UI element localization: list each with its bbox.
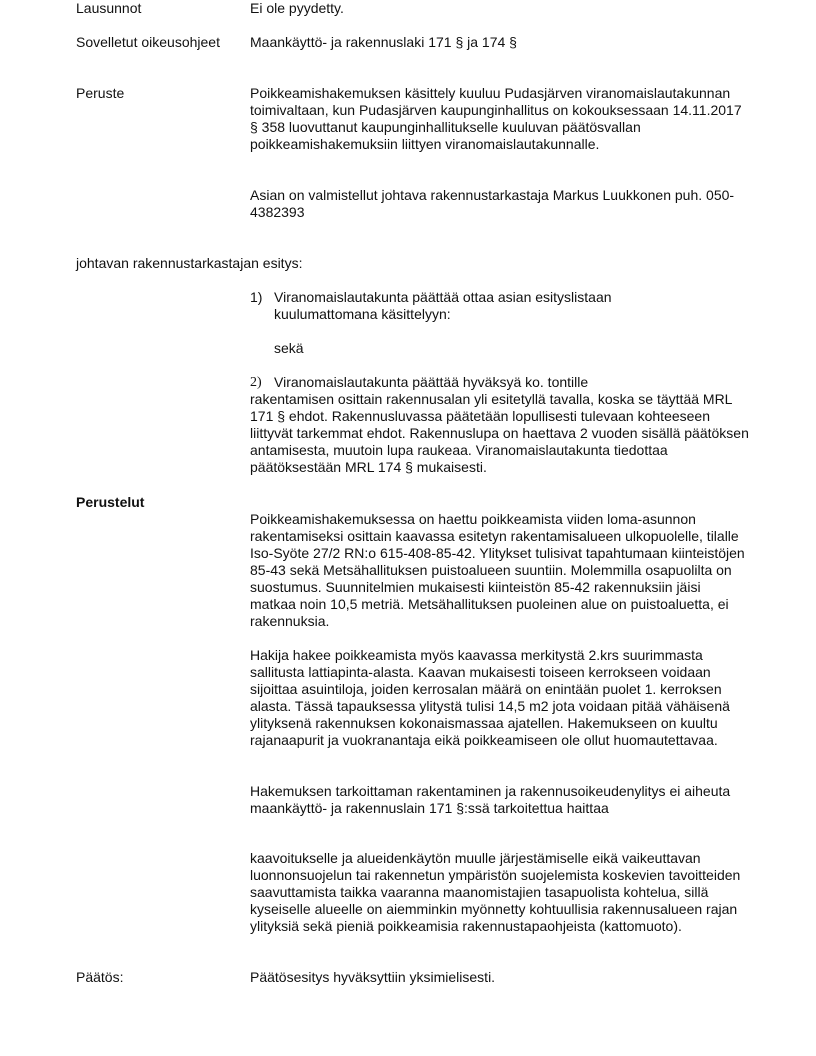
lausunnot-value: Ei ole pyydetty. (250, 0, 344, 16)
peruste-label: Peruste (76, 85, 125, 101)
proposal-item-1-text: Viranomaislautakunta päättää ottaa asian esityslistaan kuulumattomana käsittelyyn: (274, 289, 612, 322)
proposal-item-2-first-line: Viranomaislautakunta päättää hyväksyä ko. tontille (274, 374, 589, 390)
perustelut-label: Perustelut (76, 494, 145, 510)
sovelletut-oikeusohjeet-label: Sovelletut oikeusohjeet (76, 34, 220, 50)
perustelut-paragraph-4: kaavoitukselle ja alueidenkäytön muulle järjestämiselle eikä vaikeuttavan luonnonsuojelun tai rakennetun ympäristön suojelemista koskevien tavoitteiden saavuttamista taikka vaaranna maanomistajien tasapuolista kohtelua, sillä kyseiselle alueelle on aiemminkin myönnetty kohtuullisia rakennusalueen rajan ylityksiä sekä pieniä poikkeamisia rakennustapaohjeista (kattomuoto). (250, 850, 741, 934)
peruste-paragraph-1: Poikkeamishakemuksen käsittely kuuluu Pudasjärven viranomaislautakunnan toimivaltaan, kun Pudasjärven kaupunginhallitus on kokouksessaan 14.11.2017 § 358 luovuttanut kaupunginhallitukselle kuuluvan päätösvallan poikkeamishakemuksiin liittyen viranomaislautakunnalle. (250, 85, 742, 152)
perustelut-paragraph-2: Hakija hakee poikkeamista myös kaavassa merkitystä 2.krs suurimmasta sallitusta lattiapinta-alasta. Kaavan mukaisesti toiseen kerrokseen voidaan sijoittaa asuintiloja, joiden kerrosalan määrä on enintään puolet 1. kerroksen alasta. Tässä tapauksessa ylitystä tulisi 14,5 m2 jota voidaan pitää vähäisenä ylityksenä rakennuksen kokonaismassaa ajatellen. Hakemukseen on kuultu rajanaapurit ja vuokranantaja eikä poikkeamiseen ole ollut huomautettavaa. (250, 647, 730, 748)
proposal-heading: johtavan rakennustarkastajan esitys: (76, 255, 303, 271)
sovelletut-oikeusohjeet-value: Maankäyttö- ja rakennuslaki 171 § ja 174 § (250, 34, 517, 50)
perustelut-paragraph-1: Poikkeamishakemuksessa on haettu poikkeamista viiden loma-asunnon rakentamiseksi osittain kaavassa esitetyn rakentamisalueen ulkopuolelle, tilalle Iso-Syöte 27/2 RN:o 615-408-85-42. Ylitykset tulisivat tapahtumaan kiinteistöjen 85-43 sekä Metsähallituksen puistoalueen suuntiin. Molemmilla osapuolilta on suostumus. Suunnitelmien mukaisesti kiinteistön 85-42 rakennuksiin jäisi matkaa noin 10,5 metriä. Metsähallituksen puoleinen alue on puistoaluetta, ei rakennuksia. (250, 511, 745, 629)
proposal-item-2-text: rakentamisen osittain rakennusalan yli esitetyllä tavalla, koska se täyttää MRL 171 § ehdot. Rakennusluvassa päätetään lopullisesti tulevaan kohteeseen liittyvät tarkemmat ehdot. Rakennuslupa on haettava 2 vuoden sisällä päätöksen antamisesta, muutoin lupa raukeaa. Viranomaislautakunta tiedottaa päätöksestään MRL 174 § mukaisesti. (250, 391, 749, 475)
proposal-connector: sekä (274, 340, 304, 356)
peruste-paragraph-2: Asian on valmistellut johtava rakennustarkastaja Markus Luukkonen puh. 050-4382393 (250, 187, 735, 220)
paatos-label: Päätös: (76, 969, 124, 985)
proposal-item-2-number: 2) (250, 375, 262, 390)
perustelut-paragraph-3: Hakemuksen tarkoittaman rakentaminen ja rakennusoikeudenylitys ei aiheuta maankäyttö- ja rakennuslain 171 §:ssä tarkoitettua haittaa (250, 783, 731, 816)
proposal-item-1-number: 1) (250, 289, 263, 305)
lausunnot-label: Lausunnot (76, 0, 142, 16)
paatos-value: Päätösesitys hyväksyttiin yksimielisesti. (250, 969, 496, 985)
